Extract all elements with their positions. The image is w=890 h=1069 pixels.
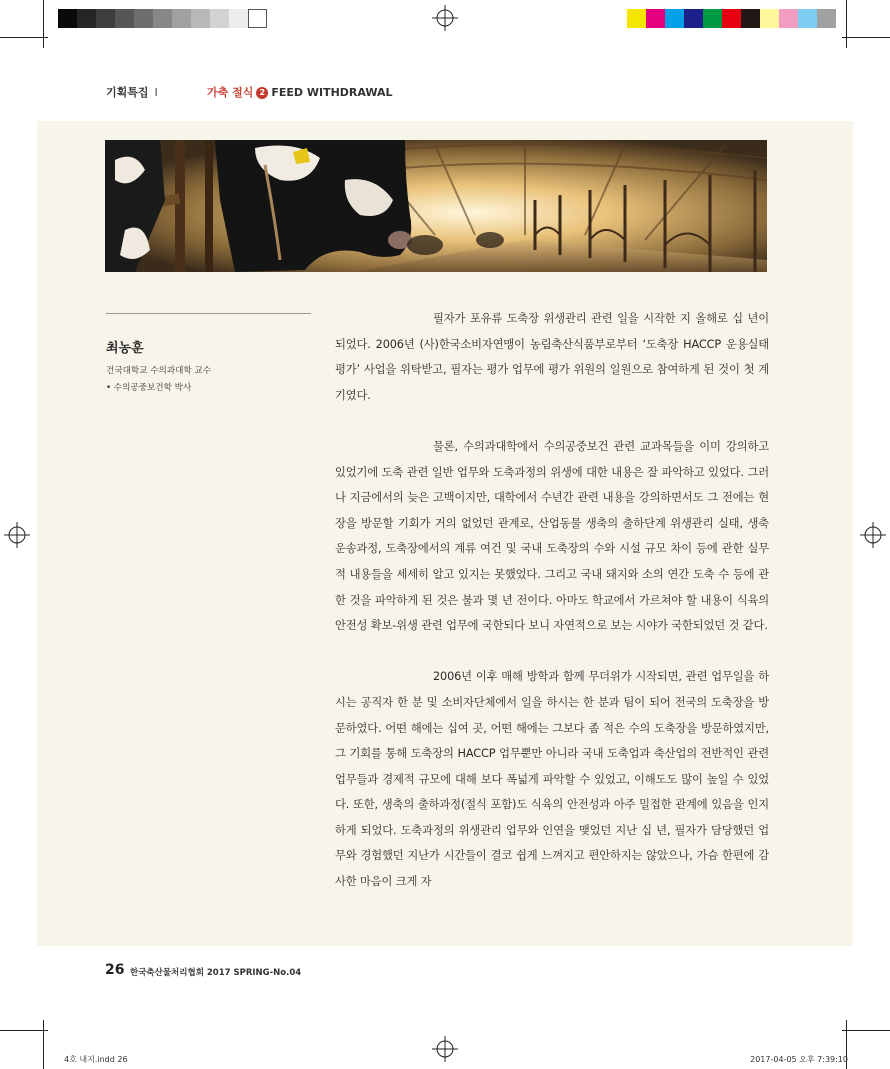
- cattle-barn-photo: [105, 140, 767, 272]
- color-swatch: [96, 9, 115, 28]
- author-affiliation: [106, 363, 211, 397]
- publication-info: 한국축산물처리협회 2017 SPRING-No.04: [130, 968, 302, 978]
- crop-mark: [846, 0, 847, 48]
- color-swatch: [760, 9, 779, 28]
- body-paragraph: 필자가 포유류 도축장 위생관리 관련 일을 시작한 지 올해로 십 년이 되었다. 2006년 (사)한국소비자연맹이 농림축산식품부로부터 ‘도축장 HACCP 운용실태 평가’ 사업을 위탁받고, 필자는 평가 업무에 평가 위원의 일원으로 참여하게 된 것이 첫 계기였다.: [335, 312, 769, 402]
- color-swatch: [684, 9, 703, 28]
- crop-mark: [0, 1030, 48, 1031]
- color-swatch: [172, 9, 191, 28]
- color-swatch: [779, 9, 798, 28]
- color-swatch: [741, 9, 760, 28]
- color-swatch: [58, 9, 77, 28]
- body-paragraph: 물론, 수의과대학에서 수의공중보건 관련 교과목들을 이미 강의하고 있었기에 도축 관련 일반 업무와 도축과정의 위생에 대한 내용은 잘 파악하고 있었다. 그러나 지금에서의 늦은 고백이지만, 대학에서 수년간 관련 내용을 강의하면서도 그 전에는 현장을 방문할 기회가 거의 없었던 관계로, 산업동물 생축의 출하단계 위생관리 실태, 생축 운송과정, 도축장에서의 계류 여건 및 국내 도축장의 수와 시설 규모 차이 등에 관한 실무적 내용들을 세세히 알고 있지는 못했었다. 그리고 국내 돼지와 소의 연간 도축 수 등에 관한 것을 파악하게 된 것은 불과 몇 년 전이다. 아마도 학교에서 가르쳐야 할 내용이 식육의 안전성 확보-위생 관련 업무에 국한되다 보니 자연적으로 보는 시야가 국한되었던 것 같다.: [335, 439, 769, 633]
- process-color-bar: [627, 9, 836, 28]
- body-paragraph: 2006년 이후 매해 방학과 함께 무더위가 시작되면, 관련 업무일을 하시는 공직자 한 분 및 소비자단체에서 일을 하시는 한 분과 팀이 되어 전국의 도축장을 방문하였다. 어떤 해에는 십여 곳, 어떤 해에는 그보다 좀 적은 수의 도축장을 방문하였지만, 그 기회를 통해 도축장의 HACCP 업무뿐만 아니라 국내 도축업과 축산업의 전반적인 관련 업무들과 경제적 규모에 대해 보다 폭넓게 파악할 수 있었고, 이해도도 많이 높일 수 있었다. 또한, 생축의 출하과정(절식 포함)도 식육의 안전성과 아주 밀접한 관계에 있음을 인지하게 되었다. 도축과정의 위생관리 업무와 인연을 맺었던 지난 십 년, 필자가 담당했던 업무와 경험했던 지난가 시간들이 결코 쉽게 느껴지고 편안하지는 않았으나, 가슴 한편에 감사한 마음이 크게 자: [335, 670, 769, 889]
- article-body: [335, 306, 769, 920]
- topic-label: [207, 84, 393, 100]
- topic-english: FEED WITHDRAWAL: [271, 86, 393, 99]
- color-swatch: [646, 9, 665, 28]
- registration-mark-icon: [860, 522, 886, 548]
- running-head: [106, 84, 393, 100]
- author-affiliation-line: • 수의공중보건학 박사: [106, 383, 192, 393]
- print-timestamp-slug: 2017-04-05 오후 7:39:10: [750, 1055, 848, 1064]
- gray-color-bar: [58, 9, 267, 28]
- topic-number-badge: 2: [256, 87, 268, 99]
- color-swatch: [229, 9, 248, 28]
- color-swatch: [798, 9, 817, 28]
- author-name: 최농훈: [106, 341, 144, 356]
- color-swatch: [191, 9, 210, 28]
- color-swatch: [134, 9, 153, 28]
- topic-korean: 가축 절식: [207, 86, 254, 99]
- color-swatch: [627, 9, 646, 28]
- color-swatch: [248, 9, 267, 28]
- section-label: 기획특집: [106, 86, 149, 99]
- color-swatch: [817, 9, 836, 28]
- registration-mark-icon: [4, 522, 30, 548]
- color-swatch: [703, 9, 722, 28]
- crop-mark: [842, 37, 890, 38]
- color-swatch: [665, 9, 684, 28]
- color-swatch: [153, 9, 172, 28]
- crop-mark: [43, 0, 44, 48]
- author-divider: [106, 313, 311, 314]
- registration-mark-icon: [432, 5, 458, 31]
- color-swatch: [210, 9, 229, 28]
- page-number: 26: [105, 962, 125, 978]
- registration-mark-icon: [432, 1036, 458, 1062]
- crop-mark: [43, 1020, 44, 1069]
- author-affiliation-line: 건국대학교 수의과대학 교수: [106, 366, 212, 376]
- crop-mark: [842, 1030, 890, 1031]
- crop-mark: [0, 37, 48, 38]
- color-swatch: [722, 9, 741, 28]
- color-swatch: [115, 9, 134, 28]
- section-separator: I: [154, 86, 158, 99]
- color-swatch: [77, 9, 96, 28]
- indd-file-slug: 4호 내지.indd 26: [64, 1055, 128, 1064]
